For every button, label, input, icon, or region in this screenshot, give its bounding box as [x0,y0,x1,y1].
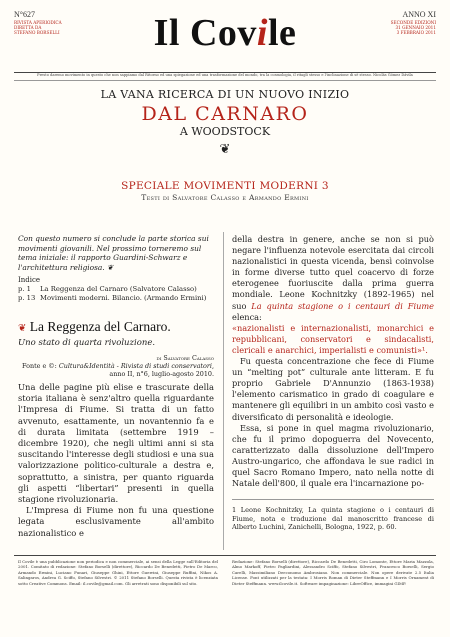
block-quote: «nazionalisti e internazionalisti, monarchici e repubblicani, conservatori e sindacalisti, clericali e anarchici, imperialisti e comunisti»¹. [232,322,434,355]
tagline-divider [14,80,436,81]
body-text: della destra in genere, anche se non si può negare l'influenza notevole esercitata dai circoli nazionalistici in questa vicenda, bensì coinvolse in forme diverse tutto quel coacervo di forze eterogenee fuoriuscite dalla prima guerra mondiale. Leone Kochnitzky (1892-1965) nel suo [232,234,434,311]
body-paragraph: Fu questa concentrazione che fece di Fiume un “melting pot” culturale ante litteram. E fu proprio Gabriele D'Annunzio (1863-1938) l'elemento carismatico in grado di coagulare e mantenere gli equilibri in un ambito così vasto e diversificato di personalità e ideologie. [232,356,434,422]
masthead-right-line: 31 GENNAIO 2011 [395,25,436,31]
article-title-text: La Reggenza del Carnaro. [29,318,171,334]
index-entry[interactable] [18,294,214,303]
source-detail: , anno II, n°6, luglio-agosto 2010. [109,361,214,378]
headline-main: DAL CARNARO [141,103,309,125]
leaf-letter-icon: i [256,12,268,54]
masthead [14,6,436,78]
index-page: p. 1 [18,285,31,294]
masthead-tagline: Presto daremo movimento in questo che non sappiamo dal Ritorno ed una spiegazione ed una trasformazione del mondo, tra la cosmologia, il ritagli stesso e l'inclinazione di sè stesso. Nicolás Gómez Dávila [37,73,413,77]
masthead-left-line: RIVISTA APERIODICA [14,20,62,25]
colophon-right: Redazione: Stefano Borselli (direttore), Riccardo De Benedetti, Ciro Lomonte, Ettore Maria Mazzola, Almo Markoff, Pietro Pagliardini, Alessandro Sciffo, Stefano Silvestri, Francesco Borselli, Sergio Carelli, Massimiliano Deeconomo Ambrosiano. Non commerciale. Non opere derivate 2.5 Italia License. Font utilizzati per la testata: I Morris Roman di Dieter Steffmann e I Morris Ornament di Dieter Steffmann. www.ilcovile.it. Software impaginazione: LibreOffice, immagini GIMP. [232,559,434,586]
body-text: elenca: [232,311,262,322]
journal-title-part: Il Cov [153,12,257,54]
body-paragraph: Una delle pagine più elise e trascurate della storia italiana è senz'altro quella riguardante l'Impresa di Fiume. Si tratta di un fatto avvenuto, esattamente, un novantennio fa e di durata limitata (settembre 1919 – dicembre 1920), che negli ultimi anni si sta suscitando l'interesse degli studiosi e una sua valorizzazione politico-culturale a destra e, soprattutto, a sinistra, per quanto riguarda gli aspetti “libertari” presenti in quella stagione rivoluzionaria. [18,381,214,504]
headline-kicker: LA VANA RICERCA DI UN NUOVO INIZIO [100,88,350,101]
article-subtitle: Uno stato di quarta rivoluzione. [18,337,156,348]
index-title: La Reggenza del Carnaro (Salvatore Calasso) [40,285,197,294]
masthead-left [14,10,124,36]
index-label: Indice [18,276,41,285]
column-divider [223,232,224,550]
issue-year: ANNO XI [402,10,436,19]
intro-paragraph: Con questo numero si conclude la parte storica sui movimenti giovanili. Nel prossimo torneremo sul tema iniziale: il rapporto Guardini-Schwarz e l'architettura religiosa. ❦ [18,234,209,272]
index-title: Movimenti moderni. Bilancio. (Armando Ermini) [40,293,207,302]
article-body-continued [232,234,434,489]
fleuron-icon: ❦ [18,322,27,334]
headline-sub: A WOODSTOCK [179,125,271,138]
issue-number: N°627 [14,10,35,19]
source-link[interactable]: Cultura&Identità - Rivista di studi conservatori [58,361,212,370]
masthead-right-line: 3 FEBBRAIO 2011 [396,30,436,36]
fleuron-icon: ❦ [219,142,231,157]
body-paragraph: L'Impresa di Fiume non fu una questione legata esclusivamente all'ambito nazionalistico e [18,505,214,538]
journal-title-part: le [267,12,297,54]
article-byline: di Salvatore Calasso [156,353,214,362]
journal-title [134,12,316,54]
source-label: Fonte e ©: [22,361,59,370]
index-page: p. 13 [18,293,36,302]
headline-block [14,88,436,203]
masthead-left-line: DIRETTA DA [14,25,42,31]
article-source [18,362,214,378]
masthead-right-line: SECONDE EDIZIONI [390,20,436,25]
special-title: SPECIALE MOVIMENTI MODERNI 3 [121,180,329,192]
book-title: La quinta stagione o i centauri di Fiume [251,300,434,311]
body-paragraph [232,234,434,323]
article-title [18,319,214,337]
right-column [232,234,434,532]
masthead-left-line: STEFANO BORSELLI [14,30,60,36]
footnote: 1 Leone Kochnitzky, La quinta stagione o i centauri di Fiume, nota e traduzione dal manoscritto francese di Alberto Luchini, Zanichelli, Bologna, 1922, p. 60. [232,499,434,532]
colophon-left: Il Covile è una pubblicazione non periodica e non commerciale, ai sensi della Legge sull'Editoria del 2001. Comitato di redazione: Stefano Borselli (direttore), Riccardo De Benedetti, Pietro De Marco, Armando Ermini, Luciano Funari, Giuseppe Ghini, Ettore Guerrini, Giuseppe Ruffini, Nikos A. Salingaros, Andrea G. Sciffo, Stefano Silvestri. © 2011 Stefano Borselli. Questa rivista è licenziata sotto Creative Commons. Email: il.covile@gmail.com. Gli arretrati sono disponibili sul sito. [18,559,218,586]
authors-line: Testi di Salvatore Calasso e Armando Ermini [141,193,309,202]
body-paragraph: Essa, si pone in quel magma rivoluzionario, che fu il primo dopoguerra del Novecento, caratterizzato dalla dissoluzione dell'Impero Austro-ungarico, che affondava le sue radici in quel Sacro Romano Impero, nato nella notte di Natale dell'800, il quale era l'incarnazione po- [232,422,434,489]
article-body [18,382,214,539]
masthead-right [326,10,436,36]
left-column [18,234,214,539]
index-entry[interactable] [18,285,214,294]
footer-divider [14,555,436,556]
